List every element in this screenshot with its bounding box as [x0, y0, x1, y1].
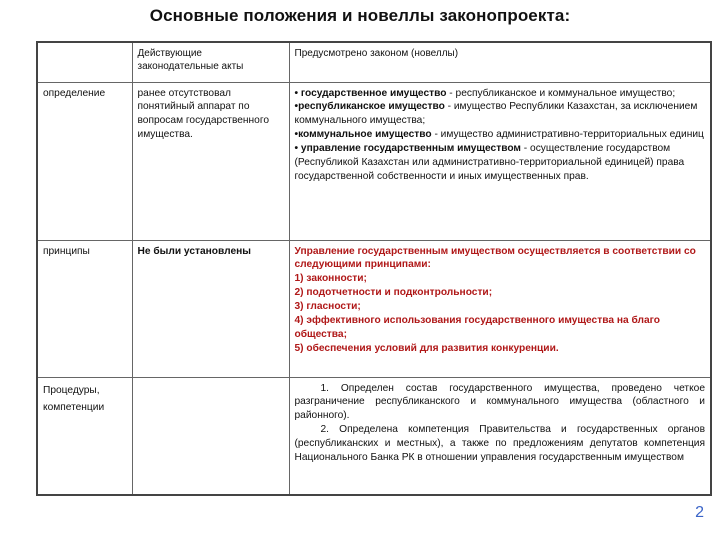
definition-text: - имущество административно-территориальных единиц — [431, 129, 704, 141]
definition-term: • государственное имущество — [294, 87, 447, 99]
novelty-procedures — [289, 377, 711, 495]
definition-item — [295, 142, 706, 184]
comparison-table — [36, 41, 712, 496]
novelty-definition — [289, 82, 711, 240]
row-label-principles: принципы — [37, 240, 132, 377]
definition-text: - имущество Республики Казахстан, за исключением коммунального имущества; — [294, 101, 698, 127]
table-row-principles — [37, 240, 711, 377]
definition-item — [295, 128, 706, 142]
row-label-definition: определение — [37, 82, 132, 240]
header-cell-current-acts: Действующие законодательные акты — [132, 42, 289, 82]
definition-term: •коммунальное имущество — [294, 129, 432, 141]
definition-text: - республиканское и коммунальное имущество; — [446, 87, 676, 99]
current-procedures — [132, 377, 289, 495]
table-header-row — [37, 42, 711, 82]
page-title: Основные положения и новеллы законопроекта: — [149, 6, 571, 25]
header-cell-novelties: Предусмотрено законом (новеллы) — [289, 42, 711, 82]
principle-item: 1) законности; — [294, 273, 367, 285]
definition-term: • управление государственным имуществом — [294, 143, 521, 155]
definition-item — [295, 100, 706, 128]
principle-item: 5) обеспечения условий для развития конкуренции. — [294, 342, 559, 354]
principle-item: 4) эффективного использования государственного имущества на благо общества; — [294, 315, 660, 340]
principle-item: 2) подотчетности и подконтрольности; — [294, 287, 493, 299]
table-row-procedures — [37, 377, 711, 495]
procedure-paragraph: 2. Определена компетенция Правительства и государственных органов (республиканских и местных), а также по предложениям депутатов компетенция Национального Банка РК в отношении управления государственным имуществом — [294, 424, 705, 464]
principle-item: 3) гласности; — [294, 301, 361, 313]
definition-term: •республиканское имущество — [294, 101, 445, 113]
definition-text: - осуществление государством (Республикой Казахстан или административно-территориальной единицей) права государственной собственности и иных имущественных прав. — [294, 143, 685, 182]
row-label-procedures: Процедуры, компетенции — [37, 377, 132, 495]
table-row-definition — [37, 82, 711, 240]
procedure-paragraph: 1. Определен состав государственного имущества, проведено четкое разграничение республиканского и коммунального имущества (областного и районного). — [294, 382, 705, 422]
current-principles: Не были установлены — [132, 240, 289, 377]
current-definition: ранее отсутствовал понятийный аппарат по вопросам государственного имущества. — [132, 82, 289, 240]
principles-intro: Управление государственным имуществом осуществляется в соответствии со следующими принципами: — [294, 245, 696, 271]
novelty-principles — [289, 240, 711, 377]
header-cell-empty — [37, 42, 132, 82]
definition-item — [295, 87, 706, 101]
page-number: 2 — [695, 504, 704, 521]
